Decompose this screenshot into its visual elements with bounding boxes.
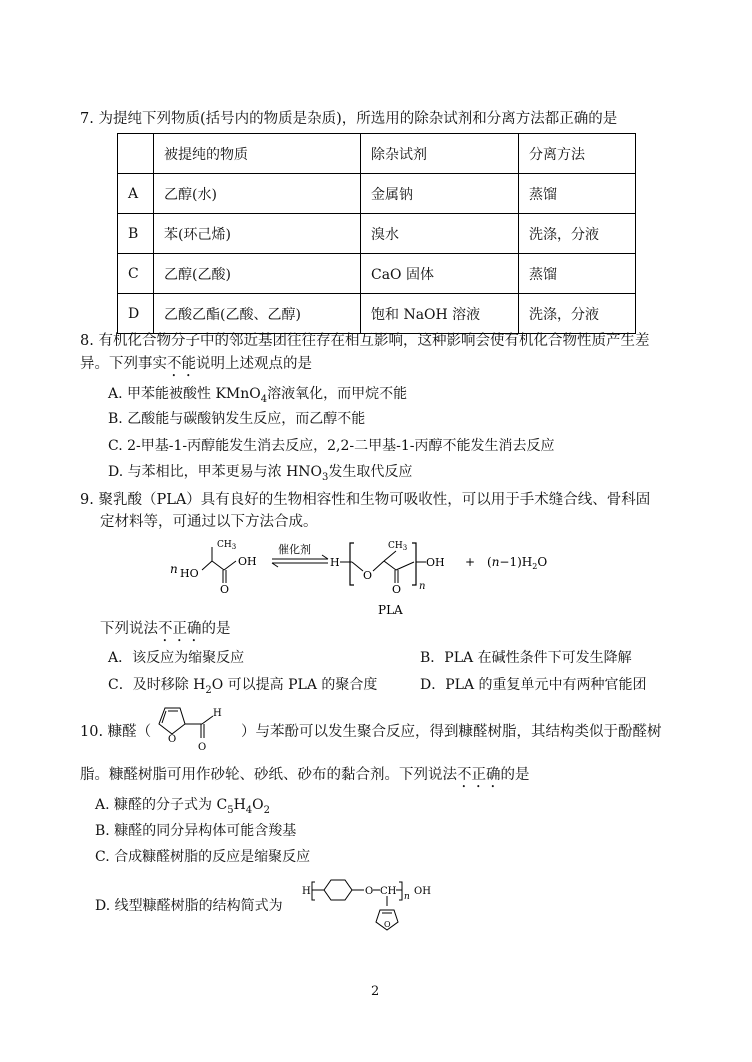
- table-cell: C: [118, 254, 154, 294]
- table-row: [118, 174, 636, 214]
- q8-option-d: [108, 462, 412, 488]
- q7-stem: 7. 为提纯下列物质(括号内的物质是杂质)，所选用的除杂试剂和分离方法都正确的是: [80, 111, 618, 127]
- table-cell: 乙醇(水): [154, 174, 361, 214]
- page-number: 2: [371, 984, 380, 999]
- q9-option-c: [108, 675, 377, 701]
- furan-oxygen: O: [384, 920, 391, 929]
- option-text: 发生取代反应: [328, 464, 413, 480]
- q9-option-b: B．PLA 在碱性条件下可发生降解: [420, 650, 632, 666]
- benzene-ring: [324, 880, 352, 900]
- table-cell: 饱和 NaOH 溶液: [361, 294, 519, 334]
- carbonyl-oxygen: O: [392, 583, 402, 596]
- ask-text: 的是: [201, 621, 231, 637]
- table-row: [118, 254, 636, 294]
- line-text: 的是: [500, 767, 530, 783]
- table-header-row: [118, 134, 636, 174]
- water-term: $(n-1)H_2O$: [487, 555, 548, 571]
- table-cell: 溴水: [361, 214, 519, 254]
- table-cell: 蒸馏: [519, 174, 636, 214]
- subscript: 4: [260, 393, 268, 405]
- q8-line2-b: 说明上述观点的是: [196, 356, 312, 372]
- furfural-structure: [147, 700, 239, 758]
- left-bracket: [312, 882, 315, 900]
- ho-group: HO: [180, 567, 199, 580]
- table-cell: 洗涤，分液: [519, 214, 636, 254]
- aldehyde-h: H: [213, 708, 222, 719]
- q9-ask: [100, 619, 231, 645]
- subscript: 3: [322, 471, 329, 483]
- pla-synthesis-equation: [160, 533, 560, 623]
- q7-table: [117, 133, 636, 334]
- q10-option-b: B. 糠醛的同分异构体可能含羧基: [95, 823, 297, 839]
- end-group-h: H: [302, 886, 311, 897]
- option-text: O 可以提高 PLA 的聚合度: [211, 677, 378, 693]
- table-cell: [118, 134, 154, 174]
- methine-ch: CH: [380, 886, 397, 897]
- q10-option-d: D. 线型糠醛树脂的结构简式为: [95, 898, 283, 914]
- q8-option-b: B. 乙酸能与碳酸钠发生反应，而乙醇不能: [108, 411, 366, 427]
- degree-of-polymerization: n: [404, 892, 410, 902]
- table-cell: 分离方法: [519, 134, 636, 174]
- end-group-oh: OH: [414, 886, 431, 897]
- table-cell: 乙醇(乙酸): [154, 254, 361, 294]
- ester-oxygen: O: [363, 569, 373, 582]
- bond: [384, 561, 396, 570]
- q9-line1: 9. 聚乳酸（PLA）具有良好的生物相容性和生物可吸收性，可以用于手术缝合线、骨科固: [80, 492, 651, 508]
- table-row: [118, 294, 636, 334]
- methyl-group: $CH_3$: [388, 541, 408, 552]
- bond: [396, 562, 414, 570]
- q9-option-a: A．该反应为缩聚反应: [108, 650, 245, 666]
- option-text: O: [252, 797, 264, 813]
- table-cell: B: [118, 214, 154, 254]
- table-cell: 洗涤，分液: [519, 294, 636, 334]
- table-cell: A: [118, 174, 154, 214]
- option-text: 溶液氧化，而甲烷不能: [267, 386, 408, 402]
- bond: [202, 561, 212, 570]
- ask-text: 下列说法: [100, 621, 158, 637]
- arrow-head: [322, 555, 328, 559]
- right-bracket: [412, 543, 416, 585]
- end-group-oh: OH: [426, 556, 445, 569]
- subscript: 4: [245, 804, 253, 816]
- bond: [373, 561, 384, 571]
- option-text: C．及时移除 H: [108, 677, 206, 693]
- end-group-h: H: [330, 556, 340, 569]
- oh-group: OH: [238, 555, 257, 568]
- catalyst-label: 催化剂: [278, 543, 311, 556]
- degree-of-polymerization: n: [419, 581, 426, 592]
- table-cell: 除杂试剂: [361, 134, 519, 174]
- plus-sign: +: [465, 555, 476, 569]
- arrow-head: [272, 563, 278, 567]
- ether-oxygen: O: [365, 886, 374, 897]
- option-text: A. 糠醛的分子式为 C: [95, 797, 228, 813]
- right-bracket: [399, 882, 402, 900]
- q8-option-c: C. 2-甲基-1-丙醇能发生消去反应，2,2-二甲基-1-丙醇不能发生消去反应: [108, 438, 555, 454]
- q8-option-a: [108, 384, 407, 410]
- methyl-group: $CH_3$: [217, 540, 237, 551]
- bond: [352, 562, 363, 571]
- aldehyde-oxygen: O: [198, 742, 207, 753]
- left-bracket: [350, 543, 354, 585]
- table-cell: 苯(环己烯): [154, 214, 361, 254]
- emphasis-incorrect: 不正确: [457, 767, 501, 783]
- q10-post: ）与苯酚可以发生聚合反应，得到糠醛树脂，其结构类似于酚醛树: [241, 724, 662, 740]
- table-row: [118, 214, 636, 254]
- subscript: 5: [227, 804, 234, 816]
- subscript: 2: [263, 804, 271, 816]
- ring-oxygen: O: [168, 734, 177, 745]
- q9-option-d: D．PLA 的重复单元中有两种官能团: [420, 677, 647, 693]
- bond: [384, 551, 396, 561]
- q8-line2-a: 异。下列事实: [80, 356, 167, 372]
- bond: [224, 561, 236, 570]
- q8-line2: [80, 354, 312, 380]
- table-cell: 金属钠: [361, 174, 519, 214]
- line-text: 脂。糠醛树脂可用作砂轮、砂纸、砂布的黏合剂。下列说法: [80, 767, 457, 783]
- q10-option-c: C. 合成糠醛树脂的反应是缩聚反应: [95, 849, 311, 865]
- pla-label: PLA: [378, 603, 403, 617]
- q10-pre: 10. 糠醛（: [80, 724, 152, 740]
- q10-option-a: [95, 795, 270, 821]
- q10-line2: [80, 765, 530, 791]
- double-bond: [162, 711, 166, 723]
- coefficient-n: n: [170, 562, 178, 576]
- bond: [212, 561, 224, 570]
- table-cell: D: [118, 294, 154, 334]
- table-cell: 被提纯的物质: [154, 134, 361, 174]
- table-cell: 乙酸乙酯(乙酸、乙醇): [154, 294, 361, 334]
- table-cell: CaO 固体: [361, 254, 519, 294]
- emphasis-not-can: 不能: [167, 356, 196, 372]
- bond: [202, 716, 213, 724]
- table-cell: 蒸馏: [519, 254, 636, 294]
- option-text: D. 与苯相比，甲苯更易与浓 HNO: [108, 464, 323, 480]
- q8-line1: 8. 有机化合物分子中的邻近基团往往存在相互影响，这种影响会使有机化合物性质产生差: [80, 333, 650, 349]
- furfural-resin-structure: [300, 872, 450, 934]
- option-text: H: [233, 797, 246, 813]
- emphasis-incorrect: 不正确: [158, 621, 202, 637]
- q9-line2: 定材料等，可通过以下方法合成。: [100, 514, 318, 530]
- carbonyl-oxygen: O: [220, 583, 230, 596]
- option-text: A. 甲苯能被酸性 KMnO: [108, 386, 261, 402]
- subscript: 2: [205, 684, 212, 696]
